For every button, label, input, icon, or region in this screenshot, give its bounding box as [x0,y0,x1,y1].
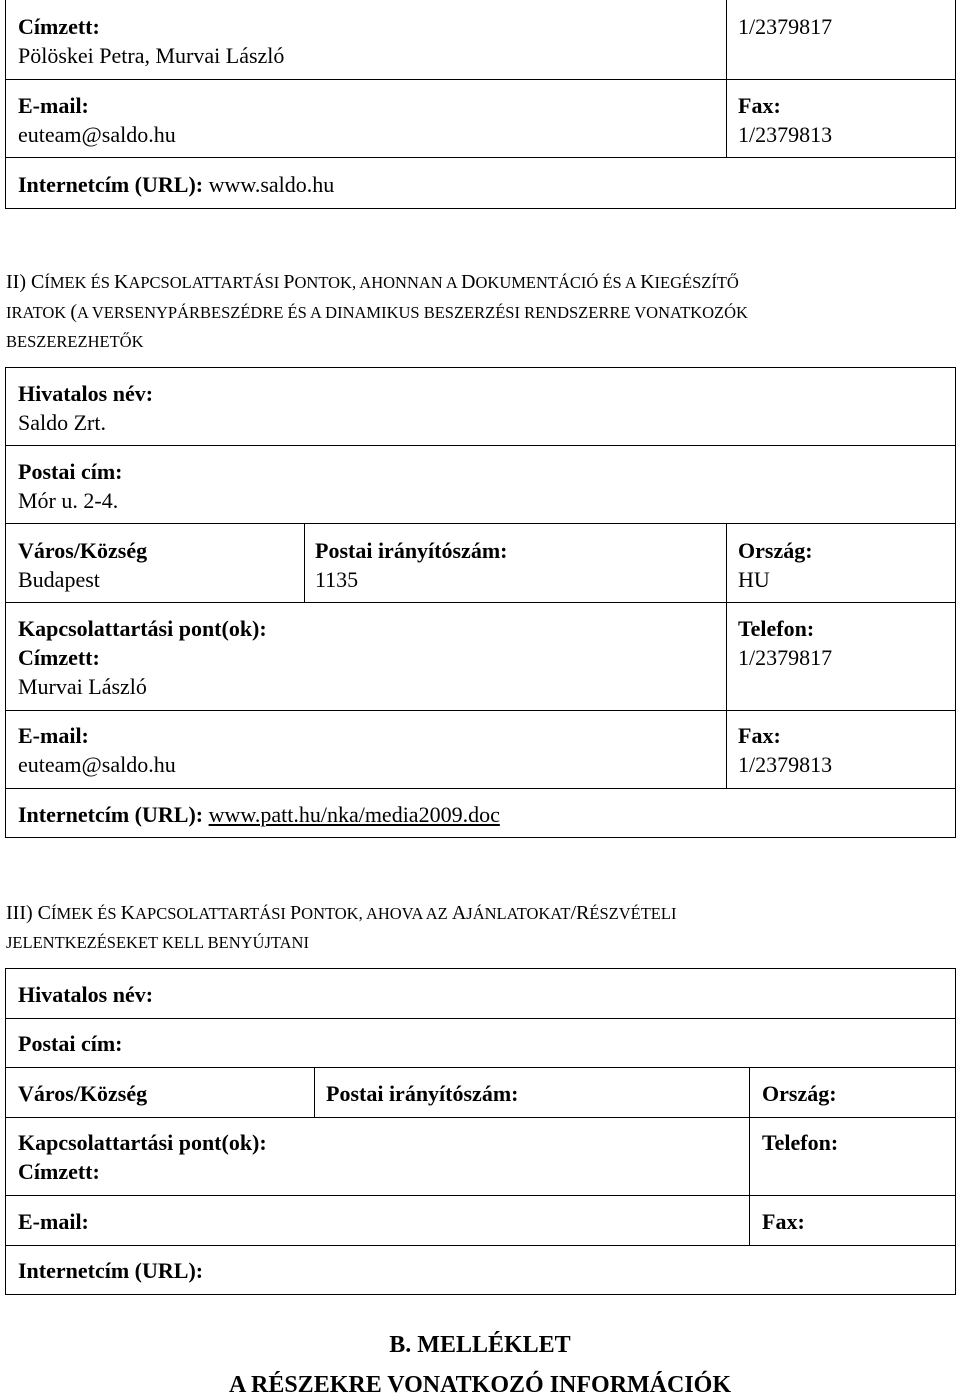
phone-value: 1/2379817 [738,14,833,39]
divider [5,79,956,80]
url-label: Internetcím (URL): [18,172,204,197]
heading-fragment: JÁNLATOKAT [466,904,571,923]
recipient-label: Címzett: [18,645,100,670]
postal-address-label: Postai cím: [18,1031,123,1056]
divider [5,523,956,524]
email-label: E-mail: [18,723,89,748]
contact-label: Kapcsolattartási pont(ok): [18,616,267,641]
heading-fragment: C [25,271,45,293]
postal-address-value: Mór u. 2-4. [18,488,119,513]
fax-label: Fax: [762,1209,805,1234]
section-2-heading-line-3: BESZEREZHETŐK [6,332,144,351]
heading-fragment: A VERSENYPÁRBESZÉDRE ÉS A DINAMIKUS BESZERZÉSI RENDSZERRE VONATKOZÓK [77,303,748,322]
heading-fragment: ÍMEK ÉS [44,273,114,292]
zip-value: 1135 [315,567,359,592]
heading-fragment: /R [570,902,590,924]
phone-value: 1/2379817 [738,645,833,670]
zip-label: Postai irányítószám: [315,538,508,563]
url-label: Internetcím (URL): [18,1258,204,1283]
section-2-roman: II) [6,271,26,293]
country-label: Ország: [762,1081,837,1106]
heading-fragment: APCSOLATTARTÁSI [128,273,284,292]
divider [5,157,956,158]
divider [726,523,727,788]
url-label: Internetcím (URL): [18,802,204,827]
url-link[interactable]: www.patt.hu/nka/media2009.doc [208,802,500,827]
phone-label: Telefon: [762,1130,839,1155]
recipient-label: Címzett: [18,1159,100,1184]
country-value: HU [738,567,770,592]
divider [5,1195,956,1196]
heading-fragment: IRATOK [6,303,71,322]
official-name-label: Hivatalos név: [18,381,154,406]
divider [5,710,956,711]
heading-fragment: ONTOK, AHOVA AZ [301,904,452,923]
section-3-heading-line-2: JELENTKEZÉSEKET KELL BENYÚJTANI [6,933,309,952]
heading-fragment: D [461,271,476,293]
recipient-value: Pölöskei Petra, Murvai László [18,43,285,68]
email-value: euteam@saldo.hu [18,752,176,777]
country-label: Ország: [738,538,813,563]
url-value[interactable]: www.saldo.hu [208,172,335,197]
section-3-heading-line-1 [6,899,676,928]
heading-fragment: P [290,902,302,924]
divider [5,1067,956,1068]
city-value: Budapest [18,567,100,592]
section-2-heading-line-2 [6,298,748,327]
divider [5,445,956,446]
heading-fragment: P [283,271,295,293]
official-name-label: Hivatalos név: [18,982,154,1007]
heading-fragment: K [114,271,129,293]
section-2-heading-line-1 [6,268,739,297]
heading-fragment: ÉSZVÉTELI [589,904,677,923]
divider [304,523,305,602]
annex-subtitle: A RÉSZEKRE VONATKOZÓ INFORMÁCIÓK [228,1372,732,1398]
fax-value: 1/2379813 [738,122,833,147]
heading-fragment: ( [70,301,77,323]
heading-fragment: K [120,902,136,924]
email-value: euteam@saldo.hu [18,122,176,147]
official-name-value: Saldo Zrt. [18,410,106,435]
recipient-value: Murvai László [18,674,147,699]
phone-label: Telefon: [738,616,815,641]
zip-label: Postai irányítószám: [326,1081,519,1106]
divider [726,0,727,157]
postal-address-label: Postai cím: [18,459,123,484]
divider [749,1067,750,1245]
divider [5,1018,956,1019]
heading-fragment: IEGÉSZÍTŐ [654,273,739,292]
fax-label: Fax: [738,723,781,748]
heading-fragment: K [640,271,655,293]
annex-title: B. MELLÉKLET [389,1332,571,1358]
divider [5,602,956,603]
section-2-heading-text [6,303,748,322]
heading-fragment: ONTOK, AHONNAN A [294,273,462,292]
heading-fragment: OKUMENTÁCIÓ ÉS A [475,273,641,292]
email-label: E-mail: [18,1209,89,1234]
fax-label: Fax: [738,93,781,118]
heading-fragment: C [32,902,51,924]
heading-fragment: APCSOLATTARTÁSI [135,904,291,923]
divider [5,1117,956,1118]
recipient-label: Címzett: [18,14,100,39]
section-2-heading-text [26,273,739,292]
section-3-roman: III) [6,902,33,924]
divider [5,1245,956,1246]
email-label: E-mail: [18,93,89,118]
heading-fragment: ÍMEK ÉS [50,904,121,923]
divider [314,1067,315,1117]
url-row [18,800,500,829]
divider [5,788,956,789]
url-row [18,170,334,199]
heading-fragment: A [451,902,467,924]
section-3-heading-text [33,904,677,923]
fax-value: 1/2379813 [738,752,833,777]
city-label: Város/Község [18,1081,148,1106]
city-label: Város/Község [18,538,148,563]
contact-label: Kapcsolattartási pont(ok): [18,1130,267,1155]
